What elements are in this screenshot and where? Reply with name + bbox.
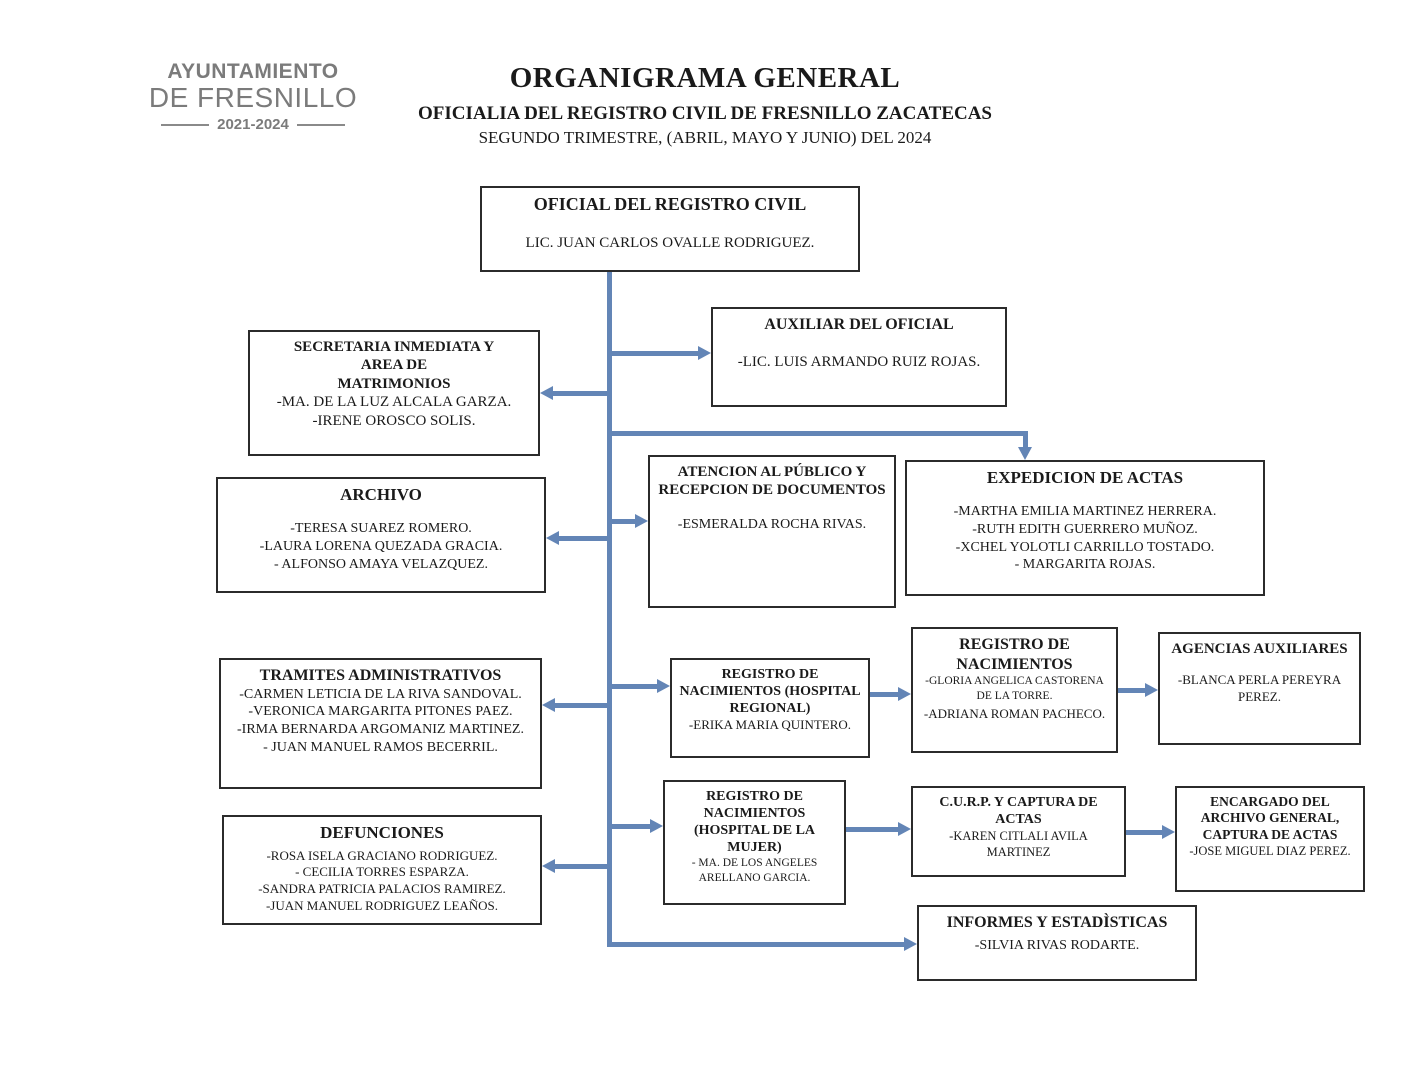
arrow-to-expedicion <box>1018 447 1032 460</box>
arrow-to-informes <box>904 937 917 951</box>
node-curp <box>911 786 1126 877</box>
node-archivo <box>216 477 546 593</box>
node-reg-hospital-regional <box>670 658 870 758</box>
connector-to-reg-regional <box>607 684 657 689</box>
node-secretaria-member: -IRENE OROSCO SOLIS. <box>312 413 476 430</box>
node-auxiliar <box>711 307 1007 407</box>
page-period: SEGUNDO TRIMESTRE, (ABRIL, MAYO Y JUNIO) DEL 2024 <box>478 128 932 147</box>
node-defunciones <box>222 815 542 925</box>
node-curp-title: C.U.R.P. Y CAPTURA DE ACTAS <box>939 795 1098 828</box>
logo-period: 2021-2024 <box>148 116 358 133</box>
node-informes-member: -SILVIA RIVAS RODARTE. <box>974 937 1140 953</box>
node-reg-hospital-regional-member: -ERIKA MARIA QUINTERO. <box>688 717 852 733</box>
arrow-to-archivo <box>546 531 559 545</box>
node-reg-hospital-mujer-member: - MA. DE LOS ANGELES ARELLANO GARCIA. <box>691 857 818 885</box>
node-reg-nacimientos <box>911 627 1118 753</box>
node-secretaria-member: -MA. DE LA LUZ ALCALA GARZA. <box>276 393 512 410</box>
node-tramites-member: -CARMEN LETICIA DE LA RIVA SANDOVAL. <box>239 686 522 702</box>
connector-to-archivo <box>559 536 610 541</box>
arrow-regional-to-nacimientos <box>898 687 911 701</box>
node-informes <box>917 905 1197 981</box>
node-oficial-member: LIC. JUAN CARLOS OVALLE RODRIGUEZ. <box>525 234 815 251</box>
node-atencion-title: ATENCION AL PÚBLICO Y RECEPCION DE DOCUMENTOS <box>658 464 886 499</box>
connector-to-auxiliar <box>607 351 698 356</box>
connector-to-expedicion <box>607 431 1028 436</box>
arrow-nacimientos-to-agencias <box>1145 683 1158 697</box>
node-tramites-title: TRAMITES ADMINISTRATIVOS <box>259 667 502 684</box>
arrow-to-defunciones <box>542 859 555 873</box>
node-defunciones-member: -JUAN MANUEL RODRIGUEZ LEAÑOS. <box>265 897 499 913</box>
node-secretaria-title-line1: SECRETARIA INMEDIATA Y <box>293 339 495 355</box>
node-reg-nacimientos-member: -ADRIANA ROMAN PACHECO. <box>923 706 1106 722</box>
node-agencias <box>1158 632 1361 745</box>
node-encargado-title: ENCARGADO DEL ARCHIVO GENERAL, CAPTURA DE ACTAS <box>1200 794 1340 842</box>
connector-nacimientos-to-agencias <box>1118 688 1145 693</box>
arrow-mujer-to-curp <box>898 822 911 836</box>
node-expedicion-member: - MARGARITA ROJAS. <box>1014 557 1156 573</box>
node-agencias-member: -BLANCA PERLA PEREYRA PEREZ. <box>1177 672 1342 704</box>
arrow-to-secretaria <box>540 386 553 400</box>
node-expedicion-member: -RUTH EDITH GUERRERO MUÑOZ. <box>972 521 1198 537</box>
node-reg-hospital-mujer-title: REGISTRO DE NACIMIENTOS (HOSPITAL DE LA MUJER) <box>693 789 816 856</box>
node-tramites-member: -VERONICA MARGARITA PITONES PAEZ. <box>248 704 513 720</box>
connector-curp-to-encargado <box>1126 830 1162 835</box>
node-archivo-member: - ALFONSO AMAYA VELAZQUEZ. <box>274 556 488 572</box>
node-secretaria <box>248 330 540 456</box>
node-atencion-member: -ESMERALDA ROCHA RIVAS. <box>677 516 867 532</box>
node-auxiliar-member: -LIC. LUIS ARMANDO RUIZ ROJAS. <box>737 353 981 370</box>
connector-spine <box>607 272 612 947</box>
connector-to-expedicion-drop <box>1023 431 1028 447</box>
node-expedicion <box>905 460 1265 596</box>
node-atencion <box>648 455 896 608</box>
node-informes-title: INFORMES Y ESTADÌSTICAS <box>946 914 1168 931</box>
node-oficial <box>480 186 860 272</box>
node-auxiliar-title: AUXILIAR DEL OFICIAL <box>764 316 954 333</box>
node-reg-nacimientos-title: REGISTRO DE NACIMIENTOS <box>956 636 1073 673</box>
node-archivo-member: -LAURA LORENA QUEZADA GRACIA. <box>259 538 503 554</box>
connector-to-informes <box>607 942 904 947</box>
page-subtitle: OFICIALIA DEL REGISTRO CIVIL DE FRESNILLO ZACATECAS <box>417 103 993 124</box>
node-defunciones-title: DEFUNCIONES <box>320 823 444 842</box>
connector-to-tramites <box>555 703 610 708</box>
arrow-to-atencion <box>635 514 648 528</box>
connector-to-atencion <box>607 519 635 524</box>
node-archivo-title: ARCHIVO <box>340 485 422 504</box>
node-reg-hospital-regional-title: REGISTRO DE NACIMIENTOS (HOSPITAL REGIONAL) <box>679 667 861 717</box>
node-archivo-member: -TERESA SUAREZ ROMERO. <box>290 520 472 536</box>
arrow-curp-to-encargado <box>1162 825 1175 839</box>
ayuntamiento-logo <box>148 60 358 133</box>
arrow-to-reg-regional <box>657 679 670 693</box>
arrow-to-auxiliar <box>698 346 711 360</box>
node-encargado <box>1175 786 1365 892</box>
node-expedicion-member: -XCHEL YOLOTLI CARRILLO TOSTADO. <box>955 539 1215 555</box>
node-curp-member: -KAREN CITLALI AVILA MARTINEZ <box>949 829 1088 860</box>
connector-to-defunciones <box>555 864 610 869</box>
arrow-to-tramites <box>542 698 555 712</box>
node-tramites-member: - JUAN MANUEL RAMOS BECERRIL. <box>263 740 498 756</box>
connector-regional-to-nacimientos <box>870 692 898 697</box>
node-secretaria-title-line2: AREA DE <box>360 357 428 374</box>
node-secretaria-title-line3: MATRIMONIOS <box>337 375 451 392</box>
node-defunciones-member: -ROSA ISELA GRACIANO RODRIGUEZ. <box>266 847 498 863</box>
node-defunciones-member: -SANDRA PATRICIA PALACIOS RAMIREZ. <box>258 880 506 896</box>
logo-line1: AYUNTAMIENTO <box>167 60 339 83</box>
node-defunciones-member: - CECILIA TORRES ESPARZA. <box>295 864 469 880</box>
node-expedicion-title: EXPEDICION DE ACTAS <box>986 468 1184 487</box>
node-tramites <box>219 658 542 789</box>
arrow-to-reg-mujer <box>650 819 663 833</box>
node-agencias-title: AGENCIAS AUXILIARES <box>1171 641 1348 657</box>
node-reg-nacimientos-member: -GLORIA ANGELICA CASTORENA DE LA TORRE. <box>925 675 1104 702</box>
node-expedicion-member: -MARTHA EMILIA MARTINEZ HERRERA. <box>953 503 1217 519</box>
connector-to-reg-mujer <box>607 824 650 829</box>
connector-mujer-to-curp <box>846 827 898 832</box>
node-encargado-member: -JOSE MIGUEL DIAZ PEREZ. <box>1189 844 1351 859</box>
node-oficial-title: OFICIAL DEL REGISTRO CIVIL <box>533 194 807 214</box>
node-tramites-member: -IRMA BERNARDA ARGOMANIZ MARTINEZ. <box>237 722 524 738</box>
connector-to-secretaria <box>553 391 610 396</box>
page-title: ORGANIGRAMA GENERAL <box>509 62 901 94</box>
logo-line2: DE FRESNILLO <box>148 82 358 113</box>
node-reg-hospital-mujer <box>663 780 846 905</box>
